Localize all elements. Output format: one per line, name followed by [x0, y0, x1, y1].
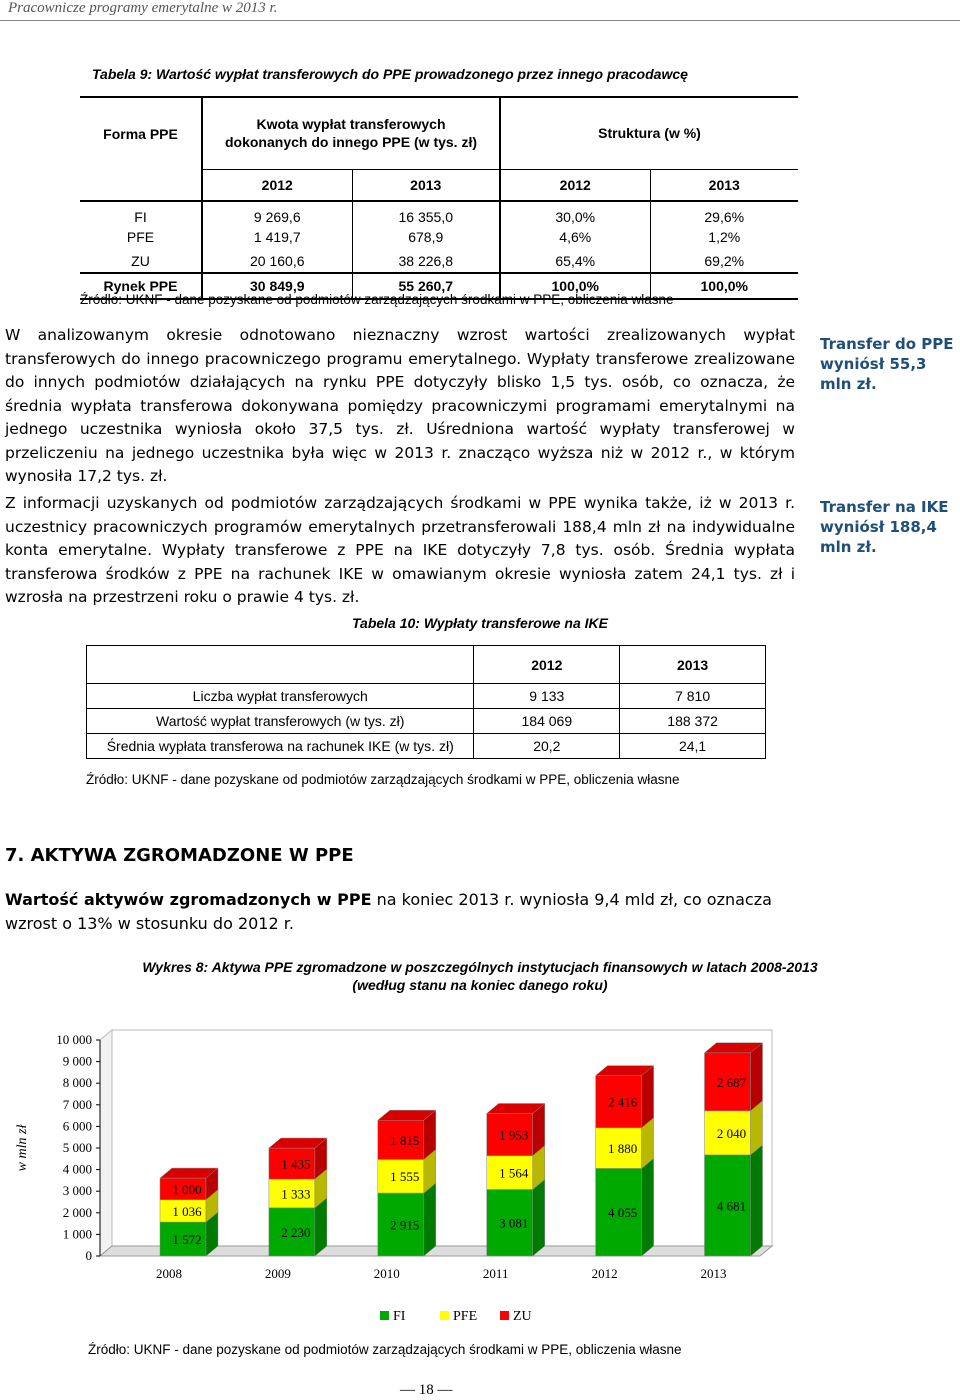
legend-label-pfe: PFE — [453, 1309, 478, 1324]
bar-side-zu-2013 — [751, 1043, 763, 1111]
table10-year: 2012 — [474, 646, 620, 684]
table9-header-kwota: Kwota wypłat transferowych dokonanych do innego PPE (w tys. zł) — [202, 97, 500, 169]
table9-cell: 65,4% — [500, 249, 650, 273]
table9-cell: 20 160,6 — [202, 249, 352, 273]
chart-caption — [0, 958, 960, 994]
table9-cell: 1 419,7 — [202, 225, 352, 249]
y-tick-label: 3 000 — [62, 1183, 92, 1199]
table10 — [86, 645, 766, 759]
x-tick-label-2012: 2012 — [591, 1266, 618, 1281]
table9-cell: 16 355,0 — [352, 201, 500, 225]
table9-header-forma: Forma PPE — [80, 97, 202, 169]
data-label-pfe-2011: 1 564 — [499, 1165, 529, 1181]
table9-source: Źródło: UKNF - dane pozyskane od podmiotów zarządzających środkami w PPE, obliczenia własne — [80, 292, 674, 307]
bar-side-fi-2012 — [642, 1158, 654, 1256]
bar-side-zu-2012 — [642, 1066, 654, 1128]
side-note-1: Transfer do PPE wyniósł 55,3 mln zł. — [820, 335, 954, 393]
section-text — [5, 888, 805, 936]
data-label-fi-2008: 1 572 — [172, 1232, 202, 1248]
table9-cell: 100,0% — [500, 273, 650, 299]
data-label-zu-2008: 1 000 — [172, 1181, 202, 1197]
stacked-bar-chart — [0, 1020, 960, 1340]
table10-cell: 7 810 — [620, 684, 766, 709]
chart-caption-line-1: Wykres 8: Aktywa PPE zgromadzone w poszczególnych instytucjach finansowych w latach 2008-2013 — [142, 959, 818, 975]
header-rule — [0, 20, 960, 21]
data-label-pfe-2012: 1 880 — [607, 1141, 638, 1157]
table10-cell: Liczba wypłat transferowych — [87, 684, 474, 709]
table10-cell: 24,1 — [620, 734, 766, 759]
table-row — [80, 225, 798, 249]
x-tick-label-2010: 2010 — [373, 1266, 400, 1281]
data-label-pfe-2010: 1 555 — [390, 1169, 420, 1185]
y-tick-label: 7 000 — [62, 1096, 92, 1112]
table10-cell: Wartość wypłat transferowych (w tys. zł) — [87, 709, 474, 734]
table9-cell: 55 260,7 — [352, 273, 500, 299]
data-label-zu-2009: 1 435 — [281, 1156, 311, 1172]
table-row — [87, 709, 766, 734]
legend-swatch-pfe — [440, 1311, 449, 1320]
table9-year: 2012 — [500, 169, 650, 201]
y-axis-label: w mln zł — [15, 1124, 30, 1172]
table9-year-spacer — [80, 169, 202, 201]
data-label-zu-2013: 2 687 — [716, 1074, 747, 1090]
x-tick-label-2011: 2011 — [482, 1266, 509, 1281]
table9-cell: PFE — [80, 225, 202, 249]
table9-year: 2013 — [708, 176, 740, 193]
paragraph-2: Z informacji uzyskanych od podmiotów zarządzających środkami w PPE wynika także, iż w 2013 r. uczestnicy pracowniczych programów emerytalnych przetransferowali 188,4 mln zł na indywidualne konta emerytalne. Wypłaty transferowe z PPE na IKE dotyczyły 7,8 tys. osób. Średnia wypłata transferowa środków z PPE na rachunek IKE w omawianym okresie wyniosła zatem 24,1 tys. zł i wzrosła na przestrzeni roku o prawie 4 tys. zł. — [5, 494, 795, 606]
table9-cell: FI — [80, 201, 202, 225]
y-tick-label: 0 — [85, 1248, 92, 1263]
y-tick-label: 4 000 — [62, 1161, 92, 1177]
x-tick-label-2013: 2013 — [700, 1266, 727, 1281]
table9-cell: 678,9 — [352, 225, 500, 249]
chart-caption-line-2: (według stanu na koniec danego roku) — [352, 977, 608, 993]
table-row — [87, 684, 766, 709]
table10-cell: 20,2 — [474, 734, 620, 759]
page-number: — 18 — — [400, 1382, 453, 1398]
y-tick-label: 6 000 — [62, 1118, 92, 1134]
y-tick-label: 10 000 — [56, 1032, 92, 1047]
table10-cell: 9 133 — [474, 684, 620, 709]
legend-swatch-fi — [380, 1311, 389, 1320]
table9-cell: 30 849,9 — [202, 273, 352, 299]
data-label-fi-2013: 4 681 — [716, 1198, 747, 1214]
table10-year: 2013 — [620, 646, 766, 684]
data-label-pfe-2008: 1 036 — [172, 1203, 202, 1219]
table9-cell: 9 269,6 — [202, 201, 352, 225]
y-tick-label: 1 000 — [62, 1226, 92, 1242]
table10-title: Tabela 10: Wypłaty transferowe na IKE — [352, 615, 608, 631]
table-row — [80, 201, 798, 225]
data-label-zu-2011: 1 953 — [499, 1127, 529, 1143]
table9-title: Tabela 9: Wartość wypłat transferowych do PPE prowadzonego przez innego pracodawcę — [92, 66, 688, 82]
section-text-rest: na koniec 2013 r. wyniosła 9,4 mld zł, co oznacza wzrost o 13% w stosunku do 2012 r. — [5, 890, 772, 933]
table10-corner — [87, 646, 474, 684]
table9-cell: ZU — [80, 249, 202, 273]
y-tick-label: 5 000 — [62, 1140, 92, 1155]
chart-source: Źródło: UKNF - dane pozyskane od podmiotów zarządzających środkami w PPE, obliczenia własne — [88, 1342, 682, 1357]
x-tick-label-2009: 2009 — [264, 1266, 291, 1281]
bar-side-fi-2013 — [751, 1145, 763, 1256]
header-title: Pracownicze programy emerytalne w 2013 r. — [8, 0, 278, 16]
data-label-fi-2009: 2 230 — [281, 1224, 311, 1240]
table9-cell: 38 226,8 — [352, 249, 500, 273]
table9-year: 2012 — [202, 169, 352, 201]
table9-cell: Rynek PPE — [80, 273, 202, 299]
data-label-fi-2010: 2 915 — [390, 1217, 420, 1233]
legend-label-zu: ZU — [513, 1309, 532, 1324]
data-label-fi-2012: 4 055 — [607, 1205, 638, 1221]
table9-cell: 1,2% — [708, 229, 741, 245]
section-text-bold: Wartość aktywów zgromadzonych w PPE — [5, 890, 372, 909]
table9-cell: 69,2% — [704, 252, 745, 269]
table9-cell: 29,6% — [704, 208, 745, 225]
legend-label-fi: FI — [393, 1309, 406, 1324]
y-tick-label: 2 000 — [62, 1204, 92, 1220]
data-label-fi-2011: 3 081 — [499, 1215, 529, 1231]
table-row — [80, 249, 798, 273]
data-label-pfe-2013: 2 040 — [716, 1125, 747, 1141]
side-note-2: Transfer na IKE wyniósł 188,4 mln zł. — [820, 498, 949, 556]
table10-source: Źródło: UKNF - dane pozyskane od podmiotów zarządzających środkami w PPE, obliczenia własne — [86, 772, 680, 787]
data-label-zu-2012: 2 416 — [607, 1094, 638, 1110]
section-heading: 7. AKTYWA ZGROMADZONE W PPE — [5, 845, 354, 866]
paragraph-1: W analizowanym okresie odnotowano nieznaczny wzrost wartości zrealizowanych wypłat transferowych do innego pracowniczego programu emerytalnego. Wypłaty transferowe zrealizowane do innych podmiotów działających na rynku PPE dotyczyły blisko 1,5 tys. osób, co oznacza, że średnia wypłata transferowa dokonywana pomiędzy pracowniczymi programami emerytalnymi na jednego uczestnika wyniosła około 37,5 tys. zł. Uśredniona wartość wypłaty transferowej w przeliczeniu na jednego uczestnika była więc w 2013 r. znacząco wyższa niż w 2012 r., w którym wynosiła 17,2 tys. zł. — [5, 326, 795, 485]
data-label-pfe-2009: 1 333 — [281, 1186, 311, 1202]
table9-cell: 4,6% — [500, 225, 650, 249]
legend-swatch-zu — [500, 1311, 509, 1320]
table10-cell: 188 372 — [620, 709, 766, 734]
x-tick-label-2008: 2008 — [156, 1266, 182, 1281]
chart-side-wall — [100, 1030, 112, 1256]
table10-cell: Średnia wypłata transferowa na rachunek IKE (w tys. zł) — [87, 734, 474, 759]
y-tick-label: 8 000 — [62, 1075, 92, 1091]
table9-year: 2013 — [352, 169, 500, 201]
bar-side-fi-2010 — [424, 1183, 436, 1256]
table9-cell: 100,0% — [700, 278, 748, 294]
table9-cell: 30,0% — [500, 201, 650, 225]
table10-cell: 184 069 — [474, 709, 620, 734]
table9-header-struktura: Struktura (w %) — [500, 97, 798, 169]
y-tick-label: 9 000 — [62, 1053, 92, 1069]
data-label-zu-2010: 1 815 — [390, 1132, 420, 1148]
page-number-value: 18 — [418, 1382, 434, 1398]
table-row — [87, 734, 766, 759]
table9 — [80, 96, 798, 300]
bar-side-fi-2011 — [533, 1179, 545, 1256]
